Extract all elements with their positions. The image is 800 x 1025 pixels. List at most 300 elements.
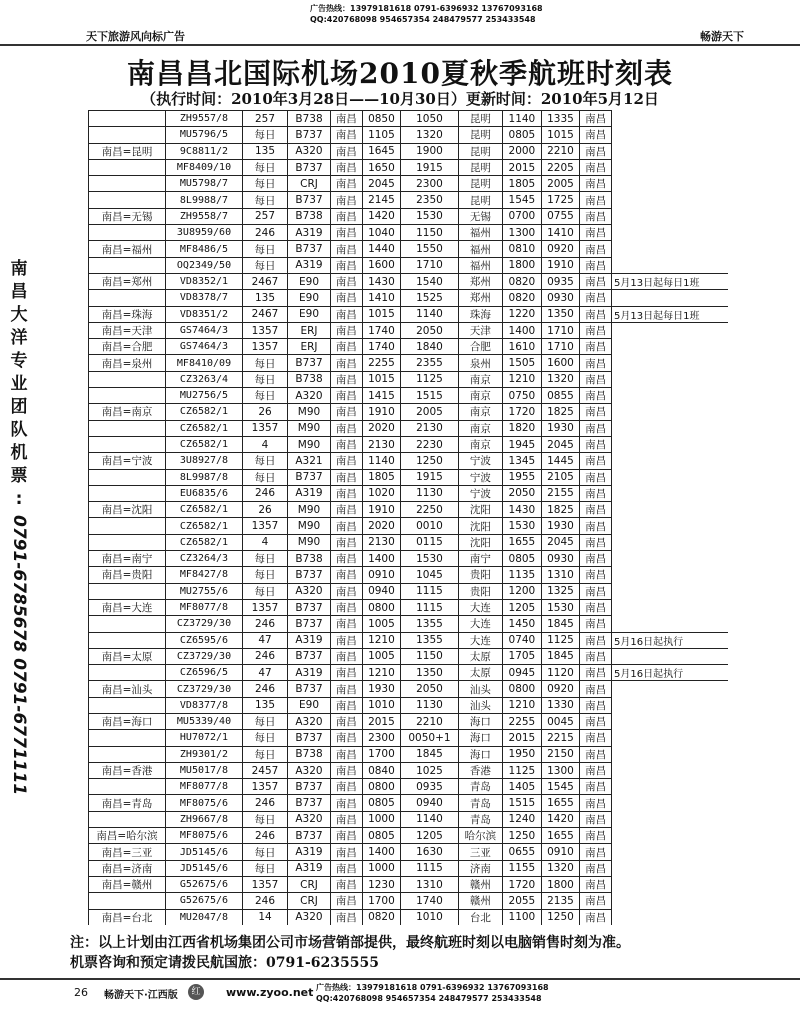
footer-brand: 畅游天下·江西版 [104, 990, 178, 1001]
return-depart-cell: 1430 [503, 502, 542, 518]
days-cell: 246 [243, 648, 288, 664]
arrive-time-cell: 1710 [401, 257, 458, 273]
return-depart-cell: 1450 [503, 616, 542, 632]
destination-cell: 福州 [458, 241, 502, 257]
destination-cell: 昆明 [458, 143, 502, 159]
return-depart-cell: 2015 [503, 159, 542, 175]
origin-cell: 南昌 [331, 730, 363, 746]
destination-cell: 郑州 [458, 290, 502, 306]
days-cell: 每日 [243, 713, 288, 729]
origin-cell: 南昌 [331, 534, 363, 550]
destination-cell: 南京 [458, 436, 502, 452]
days-cell: 每日 [243, 257, 288, 273]
depart-time-cell: 1105 [362, 127, 401, 143]
depart-time-cell: 1210 [362, 665, 401, 681]
origin-cell: 南昌 [331, 143, 363, 159]
flight-number-cell: MU5339/40 [166, 713, 243, 729]
arrive-time-cell: 1350 [401, 665, 458, 681]
table-row [89, 876, 729, 892]
table-row [89, 811, 729, 827]
flight-number-cell: 3U8959/60 [166, 225, 243, 241]
arrive-time-cell: 1840 [401, 339, 458, 355]
flight-number-cell: MU2755/6 [166, 583, 243, 599]
return-arrive-cell: 1420 [541, 811, 580, 827]
days-cell: 每日 [243, 176, 288, 192]
aircraft-cell: M90 [288, 404, 331, 420]
route-cell [89, 616, 166, 632]
return-destination-cell: 南昌 [580, 746, 612, 762]
flight-number-cell: CZ6582/1 [166, 518, 243, 534]
days-cell: 每日 [243, 730, 288, 746]
route-cell [89, 159, 166, 175]
days-cell: 246 [243, 795, 288, 811]
sidebar-char: 业 [10, 374, 28, 394]
destination-cell: 太原 [458, 648, 502, 664]
return-arrive-cell: 0045 [541, 713, 580, 729]
return-destination-cell: 南昌 [580, 551, 612, 567]
arrive-time-cell: 2250 [401, 502, 458, 518]
destination-cell: 赣州 [458, 893, 502, 909]
origin-cell: 南昌 [331, 355, 363, 371]
flight-number-cell: CZ6596/5 [166, 665, 243, 681]
return-depart-cell: 1345 [503, 453, 542, 469]
arrive-time-cell: 1045 [401, 567, 458, 583]
destination-cell: 汕头 [458, 697, 502, 713]
return-destination-cell: 南昌 [580, 648, 612, 664]
flight-number-cell: ZH9667/8 [166, 811, 243, 827]
return-depart-cell: 1955 [503, 469, 542, 485]
return-arrive-cell: 0935 [541, 273, 580, 289]
route-cell [89, 290, 166, 306]
destination-cell: 宁波 [458, 469, 502, 485]
destination-cell: 汕头 [458, 681, 502, 697]
flight-number-cell: 8L9987/8 [166, 469, 243, 485]
return-depart-cell: 1515 [503, 795, 542, 811]
return-destination-cell: 南昌 [580, 485, 612, 501]
arrive-time-cell: 1550 [401, 241, 458, 257]
route-cell [89, 518, 166, 534]
footnote-line-2: 机票咨询和预定请拨民航国旅：0791-6235555 [70, 955, 379, 971]
route-cell: 南昌=台北 [89, 909, 166, 925]
aircraft-cell: CRJ [288, 876, 331, 892]
flight-number-cell: MU5798/7 [166, 176, 243, 192]
days-cell: 每日 [243, 371, 288, 387]
aircraft-cell: B738 [288, 371, 331, 387]
aircraft-cell: B737 [288, 355, 331, 371]
return-destination-cell: 南昌 [580, 779, 612, 795]
origin-cell: 南昌 [331, 713, 363, 729]
aircraft-cell: A319 [288, 225, 331, 241]
return-depart-cell: 1720 [503, 876, 542, 892]
aircraft-cell: ERJ [288, 339, 331, 355]
depart-time-cell: 0940 [362, 583, 401, 599]
sidebar-vertical-ad [4, 258, 34, 795]
return-destination-cell: 南昌 [580, 469, 612, 485]
table-row [89, 860, 729, 876]
flight-number-cell: JD5145/6 [166, 844, 243, 860]
return-arrive-cell: 1930 [541, 420, 580, 436]
destination-cell: 大连 [458, 599, 502, 615]
return-depart-cell: 1950 [503, 746, 542, 762]
remark-cell [612, 143, 729, 159]
route-cell [89, 469, 166, 485]
flight-number-cell: MF8077/8 [166, 779, 243, 795]
table-row [89, 534, 729, 550]
depart-time-cell: 1000 [362, 811, 401, 827]
route-cell: 南昌=南宁 [89, 551, 166, 567]
header-ad-line-1: 广告热线：13979181618 0791-6396932 13767093168 [310, 4, 543, 13]
days-cell: 257 [243, 208, 288, 224]
route-cell [89, 111, 166, 127]
arrive-time-cell: 1900 [401, 143, 458, 159]
return-depart-cell: 1655 [503, 534, 542, 550]
depart-time-cell: 1650 [362, 159, 401, 175]
aircraft-cell: M90 [288, 436, 331, 452]
table-row [89, 665, 729, 681]
origin-cell: 南昌 [331, 746, 363, 762]
footer-ad-line-2: QQ:420768098 954657354 248479577 253433548 [316, 994, 542, 1003]
depart-time-cell: 1000 [362, 860, 401, 876]
destination-cell: 海口 [458, 746, 502, 762]
remark-cell: 5月16日起执行 [612, 632, 729, 648]
return-arrive-cell: 0920 [541, 681, 580, 697]
return-destination-cell: 南昌 [580, 322, 612, 338]
destination-cell: 天津 [458, 322, 502, 338]
days-cell: 每日 [243, 469, 288, 485]
flight-number-cell: ZH9557/8 [166, 111, 243, 127]
route-cell: 南昌=合肥 [89, 339, 166, 355]
return-depart-cell: 1240 [503, 811, 542, 827]
table-row [89, 762, 729, 778]
depart-time-cell: 1740 [362, 322, 401, 338]
destination-cell: 南京 [458, 404, 502, 420]
depart-time-cell: 0850 [362, 111, 401, 127]
arrive-time-cell: 1025 [401, 762, 458, 778]
arrive-time-cell: 2350 [401, 192, 458, 208]
origin-cell: 南昌 [331, 192, 363, 208]
aircraft-cell: B738 [288, 551, 331, 567]
arrive-time-cell: 1050 [401, 111, 458, 127]
days-cell: 每日 [243, 192, 288, 208]
table-row [89, 241, 729, 257]
depart-time-cell: 0805 [362, 795, 401, 811]
return-destination-cell: 南昌 [580, 355, 612, 371]
days-cell: 1357 [243, 322, 288, 338]
return-arrive-cell: 1125 [541, 632, 580, 648]
return-arrive-cell: 1320 [541, 371, 580, 387]
depart-time-cell: 1430 [362, 273, 401, 289]
table-row [89, 290, 729, 306]
aircraft-cell: A320 [288, 811, 331, 827]
table-row [89, 583, 729, 599]
destination-cell: 台北 [458, 909, 502, 925]
route-cell [89, 420, 166, 436]
return-arrive-cell: 2210 [541, 143, 580, 159]
origin-cell: 南昌 [331, 127, 363, 143]
return-destination-cell: 南昌 [580, 111, 612, 127]
arrive-time-cell: 2300 [401, 176, 458, 192]
arrive-time-cell: 1140 [401, 811, 458, 827]
return-destination-cell: 南昌 [580, 176, 612, 192]
aircraft-cell: A321 [288, 453, 331, 469]
sidebar-char: 机 [10, 443, 28, 463]
table-row [89, 567, 729, 583]
remark-cell [612, 225, 729, 241]
return-depart-cell: 0820 [503, 290, 542, 306]
return-destination-cell: 南昌 [580, 567, 612, 583]
return-destination-cell: 南昌 [580, 518, 612, 534]
return-destination-cell: 南昌 [580, 241, 612, 257]
arrive-time-cell: 1125 [401, 371, 458, 387]
return-arrive-cell: 1410 [541, 225, 580, 241]
depart-time-cell: 0840 [362, 762, 401, 778]
return-arrive-cell: 2215 [541, 730, 580, 746]
table-row [89, 713, 729, 729]
aircraft-cell: CRJ [288, 893, 331, 909]
arrive-time-cell: 1130 [401, 697, 458, 713]
footer-ad-hotline [316, 982, 549, 1004]
arrive-time-cell: 2130 [401, 420, 458, 436]
route-cell: 南昌=福州 [89, 241, 166, 257]
depart-time-cell: 2015 [362, 713, 401, 729]
bottom-footer-bar [0, 978, 800, 1025]
destination-cell: 福州 [458, 257, 502, 273]
footnote [70, 933, 630, 973]
days-cell: 14 [243, 909, 288, 925]
flight-number-cell: MU5017/8 [166, 762, 243, 778]
return-arrive-cell: 1445 [541, 453, 580, 469]
depart-time-cell: 0805 [362, 828, 401, 844]
destination-cell: 哈尔滨 [458, 828, 502, 844]
page-subtitle: （执行时间：2010年3月28日——10月30日）更新时间：2010年5月12日 [141, 90, 659, 108]
return-depart-cell: 1705 [503, 648, 542, 664]
destination-cell: 青岛 [458, 779, 502, 795]
return-depart-cell: 1610 [503, 339, 542, 355]
days-cell: 246 [243, 893, 288, 909]
flight-number-cell: GS7464/3 [166, 322, 243, 338]
destination-cell: 贵阳 [458, 567, 502, 583]
aircraft-cell: CRJ [288, 176, 331, 192]
remark-cell [612, 762, 729, 778]
origin-cell: 南昌 [331, 371, 363, 387]
return-depart-cell: 1125 [503, 762, 542, 778]
depart-time-cell: 1440 [362, 241, 401, 257]
return-destination-cell: 南昌 [580, 730, 612, 746]
origin-cell: 南昌 [331, 697, 363, 713]
route-cell: 南昌=太原 [89, 648, 166, 664]
arrive-time-cell: 2230 [401, 436, 458, 452]
origin-cell: 南昌 [331, 436, 363, 452]
flight-number-cell: MF8409/10 [166, 159, 243, 175]
return-arrive-cell: 1910 [541, 257, 580, 273]
origin-cell: 南昌 [331, 518, 363, 534]
days-cell: 每日 [243, 811, 288, 827]
return-arrive-cell: 1725 [541, 192, 580, 208]
days-cell: 257 [243, 111, 288, 127]
days-cell: 每日 [243, 746, 288, 762]
table-row [89, 355, 729, 371]
return-arrive-cell: 1350 [541, 306, 580, 322]
flight-number-cell: MF8077/8 [166, 599, 243, 615]
depart-time-cell: 1400 [362, 551, 401, 567]
remark-cell [612, 909, 729, 925]
depart-time-cell: 2145 [362, 192, 401, 208]
flight-number-cell: 9C8811/2 [166, 143, 243, 159]
return-destination-cell: 南昌 [580, 681, 612, 697]
remark-cell [612, 713, 729, 729]
arrive-time-cell: 0935 [401, 779, 458, 795]
route-cell: 南昌=青岛 [89, 795, 166, 811]
flight-number-cell: CZ3729/30 [166, 648, 243, 664]
return-destination-cell: 南昌 [580, 599, 612, 615]
route-cell: 南昌=海口 [89, 713, 166, 729]
table-row [89, 632, 729, 648]
return-arrive-cell: 1120 [541, 665, 580, 681]
origin-cell: 南昌 [331, 795, 363, 811]
route-cell [89, 779, 166, 795]
return-destination-cell: 南昌 [580, 502, 612, 518]
return-destination-cell: 南昌 [580, 697, 612, 713]
table-row [89, 518, 729, 534]
destination-cell: 昆明 [458, 192, 502, 208]
origin-cell: 南昌 [331, 469, 363, 485]
route-cell: 南昌=济南 [89, 860, 166, 876]
table-row [89, 828, 729, 844]
days-cell: 每日 [243, 388, 288, 404]
flight-number-cell: VD8378/7 [166, 290, 243, 306]
footer-website[interactable]: www.zyoo.net [226, 986, 314, 999]
return-depart-cell: 1205 [503, 599, 542, 615]
arrive-time-cell: 0010 [401, 518, 458, 534]
remark-cell [612, 811, 729, 827]
header-ad-line-2: QQ:420768098 954657354 248479577 253433548 [310, 15, 536, 24]
return-depart-cell: 0810 [503, 241, 542, 257]
days-cell: 1357 [243, 420, 288, 436]
arrive-time-cell: 0050+1 [401, 730, 458, 746]
flight-number-cell: G52675/6 [166, 893, 243, 909]
destination-cell: 南京 [458, 420, 502, 436]
arrive-time-cell: 1115 [401, 583, 458, 599]
days-cell: 246 [243, 828, 288, 844]
origin-cell: 南昌 [331, 599, 363, 615]
page-number: 26 [74, 986, 88, 999]
return-destination-cell: 南昌 [580, 583, 612, 599]
days-cell: 4 [243, 436, 288, 452]
remark-cell [612, 616, 729, 632]
aircraft-cell: A319 [288, 485, 331, 501]
arrive-time-cell: 1845 [401, 746, 458, 762]
depart-time-cell: 1910 [362, 404, 401, 420]
table-row [89, 339, 729, 355]
days-cell: 47 [243, 632, 288, 648]
days-cell: 1357 [243, 876, 288, 892]
aircraft-cell: B737 [288, 795, 331, 811]
arrive-time-cell: 1130 [401, 485, 458, 501]
days-cell: 1357 [243, 518, 288, 534]
table-row [89, 273, 729, 289]
return-destination-cell: 南昌 [580, 371, 612, 387]
days-cell: 135 [243, 697, 288, 713]
origin-cell: 南昌 [331, 811, 363, 827]
remark-cell [612, 436, 729, 452]
route-cell [89, 730, 166, 746]
return-arrive-cell: 2205 [541, 159, 580, 175]
destination-cell: 昆明 [458, 159, 502, 175]
remark-cell [612, 599, 729, 615]
remark-cell [612, 485, 729, 501]
route-cell: 南昌=香港 [89, 762, 166, 778]
route-cell: 南昌=宁波 [89, 453, 166, 469]
depart-time-cell: 1415 [362, 388, 401, 404]
arrive-time-cell: 1740 [401, 893, 458, 909]
aircraft-cell: B737 [288, 779, 331, 795]
return-arrive-cell: 1330 [541, 697, 580, 713]
depart-time-cell: 2255 [362, 355, 401, 371]
remark-cell [612, 648, 729, 664]
return-destination-cell: 南昌 [580, 844, 612, 860]
flight-number-cell: VD8351/2 [166, 306, 243, 322]
table-row [89, 779, 729, 795]
return-destination-cell: 南昌 [580, 909, 612, 925]
table-row [89, 388, 729, 404]
return-arrive-cell: 2105 [541, 469, 580, 485]
arrive-time-cell: 1150 [401, 225, 458, 241]
route-cell [89, 893, 166, 909]
destination-cell: 郑州 [458, 273, 502, 289]
return-destination-cell: 南昌 [580, 273, 612, 289]
depart-time-cell: 1140 [362, 453, 401, 469]
return-destination-cell: 南昌 [580, 404, 612, 420]
table-row [89, 306, 729, 322]
depart-time-cell: 1210 [362, 632, 401, 648]
origin-cell: 南昌 [331, 273, 363, 289]
days-cell: 每日 [243, 159, 288, 175]
route-cell: 南昌=赣州 [89, 876, 166, 892]
table-row [89, 697, 729, 713]
table-row [89, 453, 729, 469]
aircraft-cell: B738 [288, 111, 331, 127]
remark-cell [612, 420, 729, 436]
sidebar-char: 昌 [10, 282, 28, 302]
depart-time-cell: 2130 [362, 534, 401, 550]
return-destination-cell: 南昌 [580, 811, 612, 827]
destination-cell: 青岛 [458, 811, 502, 827]
days-cell: 每日 [243, 583, 288, 599]
days-cell: 2467 [243, 273, 288, 289]
depart-time-cell: 2045 [362, 176, 401, 192]
return-destination-cell: 南昌 [580, 192, 612, 208]
remark-cell [612, 583, 729, 599]
arrive-time-cell: 1355 [401, 632, 458, 648]
destination-cell: 海口 [458, 713, 502, 729]
table-row [89, 420, 729, 436]
arrive-time-cell: 1355 [401, 616, 458, 632]
return-arrive-cell: 1250 [541, 909, 580, 925]
route-cell [89, 388, 166, 404]
return-arrive-cell: 0910 [541, 844, 580, 860]
return-destination-cell: 南昌 [580, 127, 612, 143]
return-depart-cell: 1505 [503, 355, 542, 371]
days-cell: 135 [243, 290, 288, 306]
return-destination-cell: 南昌 [580, 713, 612, 729]
return-arrive-cell: 0930 [541, 551, 580, 567]
flight-number-cell: 3U8927/8 [166, 453, 243, 469]
table-row [89, 502, 729, 518]
return-arrive-cell: 1930 [541, 518, 580, 534]
destination-cell: 贵阳 [458, 583, 502, 599]
return-depart-cell: 0740 [503, 632, 542, 648]
sidebar-char: : [15, 489, 23, 509]
